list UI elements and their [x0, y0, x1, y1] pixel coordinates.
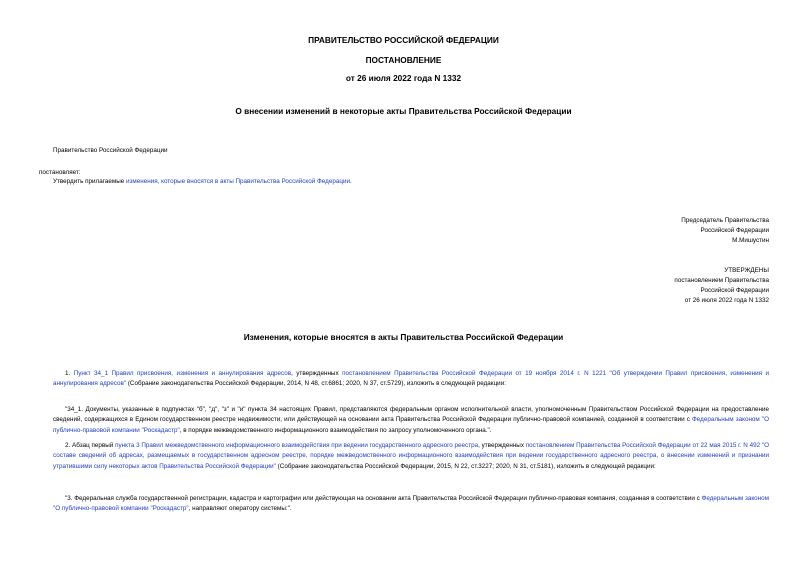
signature-line-3: М.Мишустин [732, 237, 769, 244]
document-title: О внесении изменений в некоторые акты Правительства Российской Федерации [235, 106, 572, 116]
paragraph-3 [53, 441, 769, 472]
p2-federal-law-link[interactable]: Федеральным законом "О публично-правовой компании "Роскадастр" [53, 416, 769, 434]
preamble-government: Правительство Российской Федерации [53, 147, 168, 154]
preamble-approve [53, 177, 352, 187]
p3-text-1: , утвержденных [478, 442, 526, 449]
p3-text-2: (Собрание законодательства Российской Федерации, 2015, N 22, ст.3227; 2020, N 31, ст.5181), изложить в следующей редакции: [275, 462, 656, 470]
paragraph-1 [53, 369, 769, 390]
p3-resolution-link[interactable]: постановлением Правительства Российской Федерации от 22 мая 2015 г. N 492 "О составе сведений об адресах, размещаемых в государственном адресном реестре, порядке межведомственного информационного взаимодействия при ведении государственного адресного реестра, о внесении изменений и признании утратившими силу некоторых актов Правительства Российской Федерации" [53, 442, 770, 470]
signature-line-2: Российской Федерации [700, 227, 769, 234]
approval-line-3: Российской Федерации [700, 287, 769, 294]
preamble-resolves: постановляет: [39, 169, 81, 176]
p1-number: 1. [65, 370, 74, 377]
p4-text-1: "3. Федеральная служба государственной регистрации, кадастра и картографии или действующая на основании акта Правительства Российской Федерации публично-правовая компания, созданная в соответствии с [65, 495, 702, 502]
document-date-number: от 26 июля 2022 года N 1332 [345, 73, 462, 83]
p3-number: 2. Абзац первый [65, 442, 116, 449]
approval-line-4: от 26 июля 2022 года N 1332 [684, 297, 769, 304]
p2-text-1: "34_1. Документы, указанные в подпунктах "б", "д", "з" и "и" пункта 34 настоящих Правил, представляются федеральным органом исполнительной власти, уполномоченным Правительством Российской Федерации на предоставление сведений, содержащихся в Едином государственном реестре недвижимости, или действующей на основании акта Правительства Российской Федерации публично-правовой компанией, созданной в соответствии с [53, 406, 769, 424]
p4-text-2: , направляют оператору системы:". [188, 505, 292, 513]
p2-text-2: , в порядке межведомственного информационного взаимодействия по запросу уполномоченного органа.". [179, 426, 492, 434]
p4-federal-law-link[interactable]: Федеральным законом "О публично-правовой компании "Роскадастр" [53, 495, 769, 513]
p1-text-1: , утвержденных [291, 370, 343, 377]
p1-rules-link[interactable]: Пункт 34_1 Правил присвоения, изменения и аннулирования адресов [73, 370, 292, 377]
approval-line-2: постановлением Правительства [674, 277, 769, 284]
signature-line-1: Председатель Правительства [681, 217, 769, 224]
government-heading: ПРАВИТЕЛЬСТВО РОССИЙСКОЙ ФЕДЕРАЦИИ [308, 35, 499, 45]
signature-block [681, 216, 769, 246]
p1-resolution-link[interactable]: постановлением Правительства Российской Федерации от 19 ноября 2014 г. N 1221 "Об утверждении Правил присвоения, изменения и аннулирования адресов" [53, 370, 769, 388]
approval-block [674, 266, 769, 306]
paragraph-2 [53, 405, 769, 436]
paragraph-4 [53, 494, 769, 515]
p1-text-2: (Собрание законодательства Российской Федерации, 2014, N 48, ст.6861; 2020, N 37, ст.5729), изложить в следующей редакции: [126, 380, 506, 388]
changes-title: Изменения, которые вносятся в акты Правительства Российской Федерации [243, 332, 564, 342]
approve-changes-link[interactable]: изменения, которые вносятся в акты Правительства Российской Федерации [126, 178, 350, 185]
approve-suffix: . [349, 178, 352, 185]
approval-line-1: УТВЕРЖДЕНЫ [724, 267, 769, 274]
document-type: ПОСТАНОВЛЕНИЕ [365, 55, 442, 65]
p3-rules-link[interactable]: пункта 3 Правил межведомственного информационного взаимодействия при ведении государственного адресного реестра [115, 442, 479, 449]
approve-prefix: Утвердить прилагаемые [53, 178, 126, 185]
